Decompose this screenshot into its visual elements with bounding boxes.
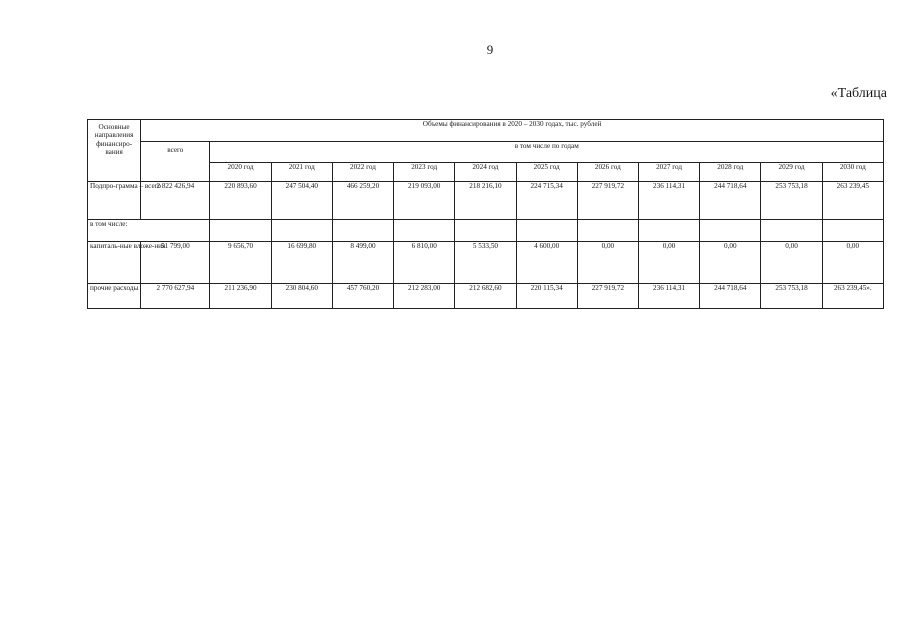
year-header: 2022 год bbox=[332, 163, 393, 182]
empty-cell bbox=[210, 220, 271, 242]
cell-value: 218 216,10 bbox=[455, 182, 516, 220]
cell-value: 0,00 bbox=[638, 242, 699, 284]
cell-value: 227 919,72 bbox=[577, 284, 638, 309]
cell-value: 6 810,00 bbox=[394, 242, 455, 284]
cell-total: 51 799,00 bbox=[141, 242, 210, 284]
year-header: 2024 год bbox=[455, 163, 516, 182]
table-row-other-expenses bbox=[88, 284, 884, 309]
cell-value: 263 239,45». bbox=[822, 284, 883, 309]
cell-value: 0,00 bbox=[822, 242, 883, 284]
col-header-directions: Основные направления финансиро-вания bbox=[88, 120, 141, 182]
year-header: 2021 год bbox=[271, 163, 332, 182]
cell-value: 263 239,45 bbox=[822, 182, 883, 220]
table-caption: «Таблица bbox=[830, 86, 887, 101]
year-header: 2023 год bbox=[394, 163, 455, 182]
cell-value: 220 893,60 bbox=[210, 182, 271, 220]
empty-cell bbox=[332, 220, 393, 242]
empty-cell bbox=[577, 220, 638, 242]
cell-value: 466 259,20 bbox=[332, 182, 393, 220]
row-label: Подпро-грамма – всего bbox=[88, 182, 141, 220]
row-label: капиталь-ные вложе-ния bbox=[88, 242, 141, 284]
cell-value: 16 699,80 bbox=[271, 242, 332, 284]
row-label-including: в том числе: bbox=[88, 220, 210, 242]
cell-value: 8 499,00 bbox=[332, 242, 393, 284]
year-header: 2027 год bbox=[638, 163, 699, 182]
cell-total: 2 770 627,94 bbox=[141, 284, 210, 309]
cell-value: 5 533,50 bbox=[455, 242, 516, 284]
cell-value: 220 115,34 bbox=[516, 284, 577, 309]
cell-value: 4 600,00 bbox=[516, 242, 577, 284]
table-row-including bbox=[88, 220, 884, 242]
header-row-2 bbox=[88, 142, 884, 163]
table-row-capital-investments bbox=[88, 242, 884, 284]
year-header: 2030 год bbox=[822, 163, 883, 182]
empty-cell bbox=[638, 220, 699, 242]
cell-value: 212 283,00 bbox=[394, 284, 455, 309]
col-header-financing-volumes: Объемы финансирования в 2020 – 2030 годах, тыс. рублей bbox=[141, 120, 884, 142]
cell-value: 211 236,90 bbox=[210, 284, 271, 309]
page-number: 9 bbox=[486, 42, 494, 57]
col-header-total: всего bbox=[141, 142, 210, 182]
cell-value: 230 804,60 bbox=[271, 284, 332, 309]
year-header: 2028 год bbox=[700, 163, 761, 182]
cell-value: 227 919,72 bbox=[577, 182, 638, 220]
empty-cell bbox=[761, 220, 822, 242]
cell-total: 2 822 426,94 bbox=[141, 182, 210, 220]
cell-value: 224 715,34 bbox=[516, 182, 577, 220]
cell-value: 0,00 bbox=[700, 242, 761, 284]
cell-value: 457 760,20 bbox=[332, 284, 393, 309]
empty-cell bbox=[700, 220, 761, 242]
year-header: 2025 год bbox=[516, 163, 577, 182]
cell-value: 253 753,18 bbox=[761, 284, 822, 309]
cell-value: 0,00 bbox=[761, 242, 822, 284]
year-header: 2029 год bbox=[761, 163, 822, 182]
cell-value: 0,00 bbox=[577, 242, 638, 284]
cell-value: 212 682,60 bbox=[455, 284, 516, 309]
empty-cell bbox=[455, 220, 516, 242]
financing-table bbox=[87, 119, 884, 309]
year-header: 2020 год bbox=[210, 163, 271, 182]
empty-cell bbox=[822, 220, 883, 242]
row-label: прочие расходы bbox=[88, 284, 141, 309]
empty-cell bbox=[516, 220, 577, 242]
cell-value: 244 718,64 bbox=[700, 182, 761, 220]
cell-value: 9 656,70 bbox=[210, 242, 271, 284]
empty-cell bbox=[394, 220, 455, 242]
cell-value: 247 504,40 bbox=[271, 182, 332, 220]
cell-value: 236 114,31 bbox=[638, 284, 699, 309]
year-header: 2026 год bbox=[577, 163, 638, 182]
cell-value: 236 114,31 bbox=[638, 182, 699, 220]
header-row-1 bbox=[88, 120, 884, 142]
col-header-years-group: в том числе по годам bbox=[210, 142, 884, 163]
empty-cell bbox=[271, 220, 332, 242]
cell-value: 244 718,64 bbox=[700, 284, 761, 309]
cell-value: 219 093,00 bbox=[394, 182, 455, 220]
cell-value: 253 753,18 bbox=[761, 182, 822, 220]
table-row-subprogram-total bbox=[88, 182, 884, 220]
